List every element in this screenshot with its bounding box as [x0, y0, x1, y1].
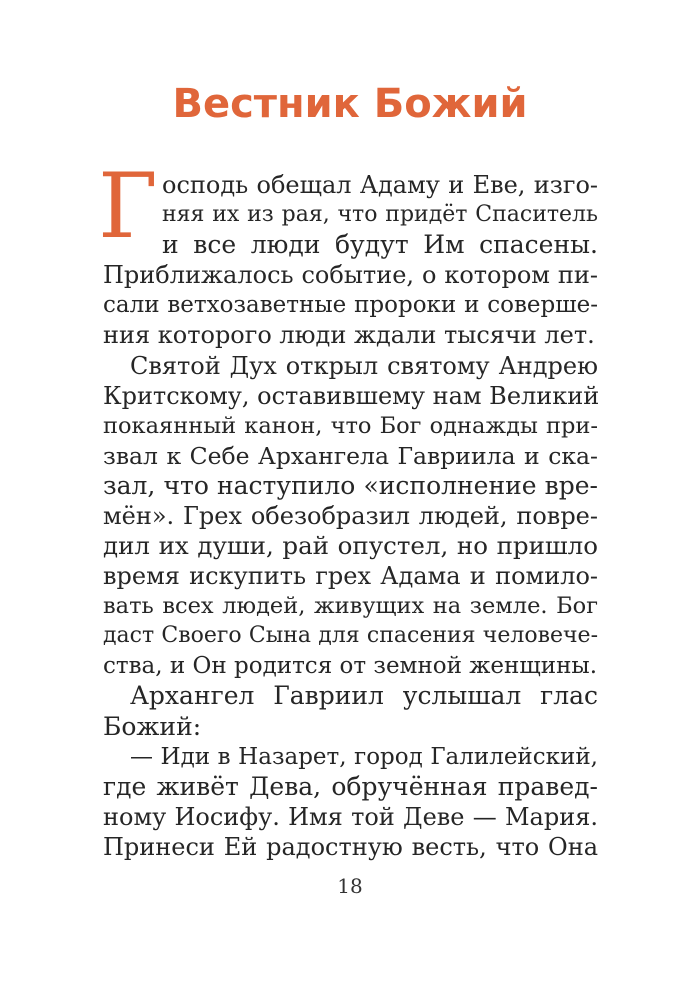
text-line: время искупить грех Адама и помило-: [103, 562, 598, 591]
text-line: и все люди будут Им спасены.: [162, 230, 598, 260]
text-line: звал к Себе Архангела Гавриила и ска-: [103, 441, 598, 470]
text-line: сали ветхозаветные пророки и соверше-: [103, 292, 598, 319]
text-line: — Иди в Назарет, город Галилейский,: [130, 743, 598, 770]
text-line: дил их души, рай опустел, но пришло: [103, 531, 598, 561]
text-line: ства, и Он родится от земной женщины.: [103, 653, 598, 680]
chapter-title: Вестник Божий: [172, 81, 528, 127]
text-line: осподь обещал Адаму и Еве, изго-: [162, 171, 598, 199]
text-line: вать всех людей, живущих на земле. Бог: [103, 593, 598, 620]
text-line: Архангел Гавриил услышал глас: [130, 681, 598, 711]
text-line: мён». Грех обезобразил людей, повре-: [103, 501, 598, 530]
text-line: покаянный канон, что Бог однажды при-: [103, 412, 598, 439]
text-line: Приближалось событие, о котором пи-: [103, 261, 598, 290]
text-line: ния которого люди ждали тысячи лет.: [103, 321, 595, 350]
text-line: зал, что наступило «исполнение вре-: [103, 470, 598, 500]
text-line: где живёт Дева, обручённая правед-: [103, 771, 598, 801]
text-line: даст Своего Сына для спасения человече-: [103, 623, 598, 649]
text-line: ному Иосифу. Имя той Деве — Мария.: [103, 802, 598, 831]
text-line: Принеси Ей радостную весть, что Она: [103, 832, 598, 861]
text-line: Критскому, оставившему нам Великий: [103, 381, 600, 410]
text-line: няя их из рая, что придёт Спаситель: [162, 202, 598, 228]
text-line: Божий:: [103, 711, 202, 741]
text-line: Святой Дух открыл святому Андрею: [130, 351, 598, 380]
page-number: 18: [337, 874, 363, 898]
drop-cap: Г: [98, 154, 158, 259]
